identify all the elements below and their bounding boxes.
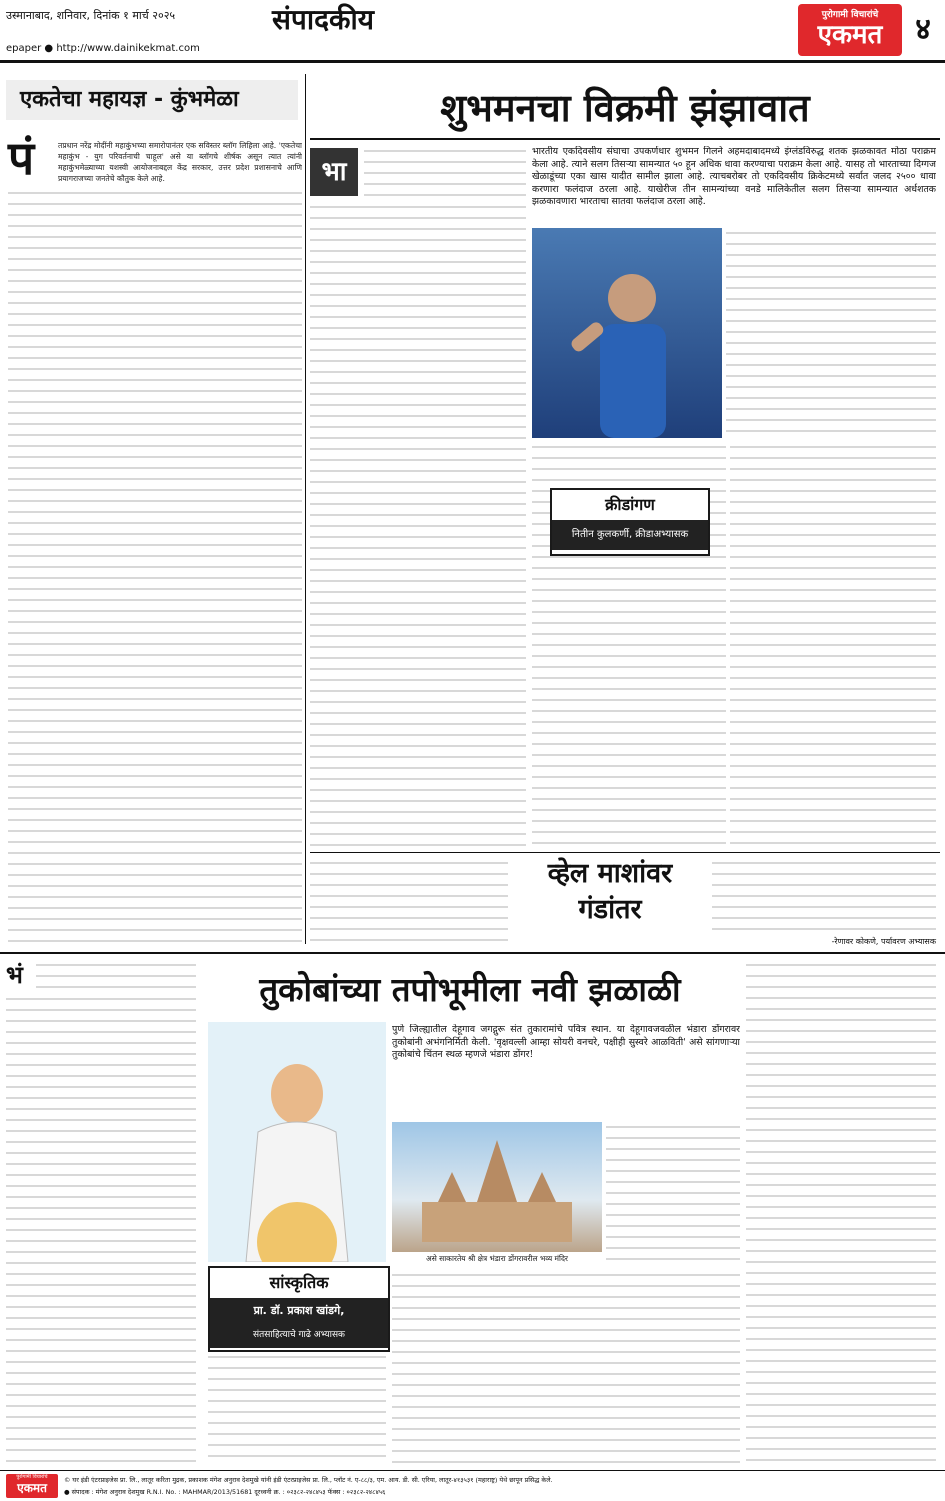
tukaram-col1-top bbox=[36, 960, 196, 990]
page-number: ४ bbox=[915, 12, 931, 47]
tukaram-headline: तुकोबांच्या तपोभूमीला नवी झळाळी bbox=[259, 970, 681, 1009]
footer-line-1: © घर इंडी एंटरप्राइजेस प्रा. लि., लातूर करिता मुद्रक, प्रकाशक मंगेश अनुराव देशमुखे यांनी इंडी एंटरप्राइजेस प्रा. लि., प्लॉट नं. ए-८८/३, एम. आय. डी. सी. एरिया, लातूर-४१३५३१ (महाराष्ट्र) येथे छापून प्रसिद्ध केले. bbox=[64, 1476, 553, 1484]
sports-dropcap: भा bbox=[310, 148, 358, 196]
tukaram-col1-body bbox=[6, 994, 196, 1466]
editorial-body-text bbox=[8, 188, 302, 946]
sports-col1-body bbox=[310, 202, 526, 852]
tukaram-portrait bbox=[208, 1022, 386, 1262]
sports-author-box bbox=[550, 488, 710, 556]
editorial-title: एकतेचा महायज्ञ - कुंभमेळा bbox=[20, 87, 239, 112]
whale-headline-line2: गंडांतर bbox=[578, 894, 642, 925]
temple-caption: असे साकारतेय श्री क्षेत्र भंडारा डोंगरावरील भव्य मंदिर bbox=[425, 1254, 569, 1263]
footer-logo bbox=[6, 1474, 58, 1498]
sports-col3-body bbox=[730, 442, 936, 846]
tukaram-col2-body bbox=[208, 1352, 386, 1466]
column-divider bbox=[305, 74, 306, 944]
logo-tagline: पुरोगामी विचारांचे bbox=[821, 10, 879, 20]
sports-lead: भारतीय एकदिवसीय संघाचा उपकर्णधार शुभमन गिलने अहमदाबादमध्ये इंग्लंडविरुद्ध शतक झळकावत मोठा पराक्रम केला आहे. त्याने सलग तिसऱ्या सामन्यात ५० हून अधिक धावा करण्याचा पराक्रम केला आहे. यासह तो भारताच्या दिग्गज खेळाडूंच्या एका खास यादीत सामील झाला आहे. त्याचबरोबर तो एकदिवसीय क्रिकेटमध्ये सर्वात जलद २५०० धावा करणारा फलंदाज ठरला आहे. याखेरीज तीन सामन्यांच्या वनडे मालिकेतील सलग तिसऱ्या सामन्यात अर्धशतक झळकावणारा भारताचा सातवा फलंदाज ठरला आहे. bbox=[532, 146, 936, 207]
tukaram-col3-mid bbox=[606, 1122, 740, 1268]
epaper-link[interactable]: epaper ● http://www.dainikekmat.com bbox=[6, 43, 200, 54]
saint-portrait-icon bbox=[208, 1022, 386, 1262]
sports-photo bbox=[532, 228, 722, 438]
sports-col3-top bbox=[726, 228, 936, 438]
whale-byline: -रेणावर कोकणे, पर्यावरण अभ्यासक bbox=[831, 937, 936, 946]
editorial-dropcap: पं bbox=[8, 131, 35, 185]
cricketer-photo-icon bbox=[532, 228, 722, 438]
section-title: संपादकीय bbox=[272, 3, 374, 36]
masthead bbox=[0, 0, 945, 62]
tukaram-author-label: सांस्कृतिक bbox=[269, 1273, 329, 1292]
temple-photo bbox=[392, 1122, 602, 1252]
whale-headline-block bbox=[512, 856, 708, 950]
whale-col1 bbox=[310, 858, 508, 946]
sports-headline: शुभमनचा विक्रमी झंझावात bbox=[440, 86, 810, 130]
logo-name: एकमत bbox=[817, 20, 883, 50]
tukaram-lead: पुणे जिल्ह्यातील देहूगाव जगद्गुरू संत तुकारामांचे पवित्र स्थान. या देहूगावजवळील भंडारा डोंगरावर तुकोबांनी अभंगनिर्मिती केली. 'वृक्षवल्ली आम्हा सोयरी वनचरे, पक्षीही सुस्वरे आळविती' असे सांगणाऱ्या तुकोबांचे चिंतन स्थळ म्हणजे भंडारा डोंगर! bbox=[392, 1024, 740, 1060]
editorial-title-bar bbox=[6, 80, 298, 120]
footer-rule bbox=[0, 1470, 945, 1471]
brand-logo bbox=[798, 4, 902, 56]
footer-line-2: ● संपादक : मंगेश अनुराव देशमुख R.N.I. No. : MAHMAR/2013/51681 दूरध्वनी क्र. : ०२३८२-२४८४५३ फॅक्स : ०२३८२-२४८४५६ bbox=[64, 1488, 386, 1496]
sports-author-label: क्रीडांगण bbox=[605, 495, 655, 514]
tukaram-col4-body bbox=[746, 960, 936, 1466]
tukaram-author-role: संतसाहित्याचे गाढे अभ्यासक bbox=[210, 1324, 388, 1348]
sports-author-name: नितीन कुलकर्णी, क्रीडाअभ्यासक bbox=[552, 520, 708, 550]
whale-headline-line1: व्हेल माशांवर bbox=[547, 858, 673, 889]
sports-rule bbox=[310, 138, 940, 140]
temple-icon bbox=[392, 1122, 602, 1252]
tukaram-dropcap: भं bbox=[6, 961, 23, 989]
dateline: उस्मानाबाद, शनिवार, दिनांक १ मार्च २०२५ bbox=[6, 9, 176, 22]
section-rule bbox=[0, 952, 945, 954]
tukaram-author-box bbox=[208, 1266, 390, 1352]
sports-bottom-rule bbox=[310, 852, 940, 853]
whale-col3 bbox=[712, 858, 936, 934]
footer-logo-tagline: पुरोगामी विचारांचे bbox=[16, 1474, 48, 1480]
footer-logo-name: एकमत bbox=[17, 1481, 47, 1495]
masthead-rule bbox=[0, 60, 945, 63]
tukaram-lower-body bbox=[392, 1270, 740, 1466]
tukaram-author-name: प्रा. डॉ. प्रकाश खांडगे, bbox=[210, 1298, 388, 1324]
sports-col1-top bbox=[364, 146, 526, 198]
editorial-lead: तप्रधान नरेंद्र मोदींनी महाकुंभच्या समारोपानंतर एक सविस्तर ब्लॉग लिहिला आहे. 'एकतेचा महाकुंभ - युग परिवर्तनाची चाहूल' असे या ब्लॉगचे शीर्षक असून त्यात त्यांनी महाकुंभमेळ्याच्या यशस्वी आयोजनाबद्दल केंद्र सरकार, उत्तर प्रदेश प्रशासनाचे आणि प्रयागराजच्या जनतेचे कौतुक केले आहे. bbox=[58, 141, 302, 183]
